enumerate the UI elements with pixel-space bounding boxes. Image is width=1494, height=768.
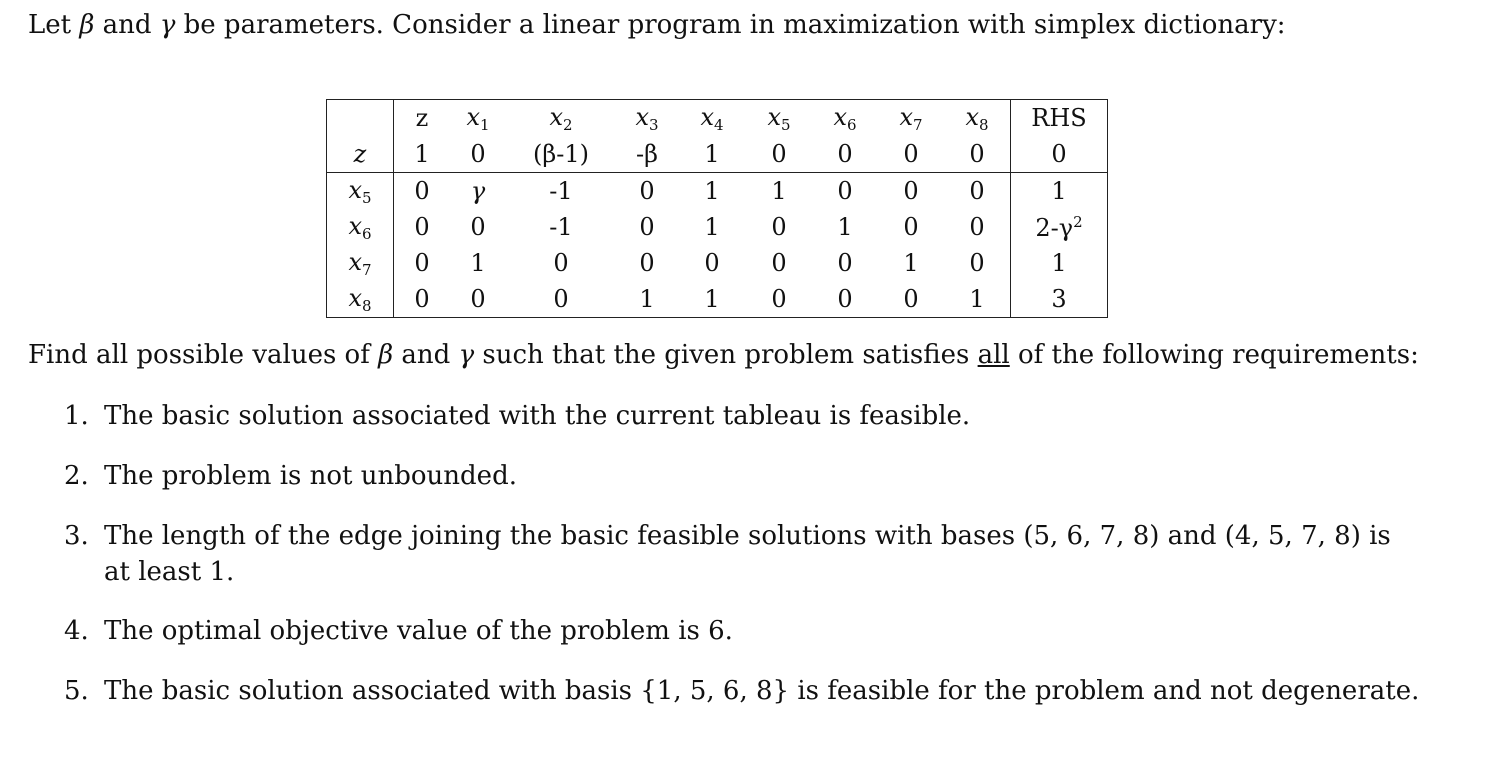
cell-x1: 0 — [450, 281, 506, 318]
tableau-row-x7 — [327, 245, 1108, 281]
header-corner — [327, 100, 394, 137]
cell-x7: 1 — [903, 249, 919, 277]
requirement-text: The problem is not unbounded. — [104, 461, 517, 491]
question-text: Find all possible values of β and γ such that the given problem satisfies all of the following requirements: — [28, 340, 1419, 370]
simplex-tableau — [326, 99, 1108, 318]
cell-x1: γ — [470, 177, 486, 205]
header-z: z — [394, 100, 451, 137]
cell-x8: 1 — [944, 281, 1011, 318]
cell-x1: 1 — [470, 249, 486, 277]
cell-x6: 0 — [812, 136, 878, 173]
cell-x8: 0 — [944, 136, 1011, 173]
cell-x7: 0 — [903, 213, 919, 241]
cell-rhs: 0 — [1011, 136, 1108, 173]
cell-rhs: 1 — [1011, 173, 1108, 210]
cell-x6: 1 — [837, 213, 853, 241]
requirement-5 — [64, 673, 1464, 709]
cell-x6: 0 — [812, 281, 878, 318]
underlined-all: all — [977, 340, 1010, 370]
cell-x7: 0 — [903, 177, 919, 205]
cell-x8: 0 — [944, 245, 1011, 281]
cell-x2: 0 — [506, 281, 616, 318]
requirement-1 — [64, 398, 1464, 434]
cell-x4: 1 — [678, 136, 746, 173]
tableau-row-z — [327, 136, 1108, 173]
row-label: $x_8$ — [327, 281, 394, 318]
cell-x2: -1 — [549, 177, 573, 205]
cell-rhs: 3 — [1011, 281, 1108, 318]
row-label: z — [327, 136, 394, 173]
cell-x3: 0 — [639, 177, 655, 205]
cell-x5: 0 — [771, 213, 787, 241]
cell-x3: -β — [616, 136, 678, 173]
header-x8: $x_8$ — [944, 100, 1011, 137]
requirement-number: 2. — [64, 461, 89, 491]
cell-rhs: 1 — [1011, 245, 1108, 281]
cell-z: 0 — [394, 281, 451, 318]
requirement-4 — [64, 613, 1464, 649]
cell-x5: 1 — [771, 177, 787, 205]
header-x4: $x_4$ — [678, 100, 746, 137]
cell-x4: 1 — [678, 281, 746, 318]
tableau-row-x5 — [327, 173, 1108, 210]
requirement-text: The basic solution associated with basis {1, 5, 6, 8} is feasible for the problem and not degenerate. — [104, 676, 1420, 706]
problem-intro: Let β and γ be parameters. Consider a linear program in maximization with simplex dictionary: — [28, 10, 1286, 40]
cell-x7: 0 — [878, 136, 944, 173]
cell-x5: 0 — [746, 281, 812, 318]
cell-x8: 0 — [944, 209, 1011, 245]
tableau-row-x6 — [327, 209, 1108, 245]
cell-x3: 0 — [639, 213, 655, 241]
requirement-number: 4. — [64, 616, 89, 646]
header-x7: $x_7$ — [878, 100, 944, 137]
requirement-number: 1. — [64, 401, 89, 431]
cell-x2: 0 — [553, 249, 569, 277]
header-x5: $x_5$ — [746, 100, 812, 137]
cell-x2: (β-1) — [506, 136, 616, 173]
cell-z: 0 — [414, 213, 430, 241]
requirement-text: The basic solution associated with the current tableau is feasible. — [104, 401, 971, 431]
header-x3: $x_3$ — [616, 100, 678, 137]
requirement-2 — [64, 458, 1464, 494]
cell-x4: 1 — [704, 213, 720, 241]
cell-x5: 0 — [771, 249, 787, 277]
tableau-header-row — [327, 100, 1108, 137]
requirement-text: The optimal objective value of the problem is 6. — [104, 616, 733, 646]
cell-x2: -1 — [549, 213, 573, 241]
requirement-text: The length of the edge joining the basic feasible solutions with bases (5, 6, 7, 8) and (4, 5, 7, 8) is at least 1. — [104, 521, 1391, 587]
cell-x4: 1 — [704, 177, 720, 205]
cell-x6: 0 — [837, 177, 853, 205]
tableau-row-x8 — [327, 281, 1108, 318]
row-label: $x_6$ — [327, 209, 394, 245]
gamma-symbol: γ — [159, 10, 176, 40]
cell-x1: 0 — [450, 136, 506, 173]
cell-x6: 0 — [837, 249, 853, 277]
header-rhs: RHS — [1011, 100, 1108, 137]
cell-x8: 0 — [944, 173, 1011, 210]
cell-z: 0 — [414, 177, 430, 205]
row-label: $x_7$ — [327, 245, 394, 281]
requirement-3 — [64, 518, 1409, 590]
header-x6: $x_6$ — [812, 100, 878, 137]
cell-x3: 1 — [616, 281, 678, 318]
cell-x1: 0 — [470, 213, 486, 241]
cell-z: 1 — [394, 136, 451, 173]
cell-z: 0 — [414, 249, 430, 277]
cell-rhs: $2-\gamma^2$ — [1011, 209, 1108, 245]
gamma-symbol: γ — [458, 340, 475, 370]
beta-symbol: β — [378, 340, 394, 370]
requirement-number: 5. — [64, 676, 89, 706]
cell-x5: 0 — [746, 136, 812, 173]
cell-x3: 0 — [639, 249, 655, 277]
header-x1: $x_1$ — [450, 100, 506, 137]
header-x2: $x_2$ — [506, 100, 616, 137]
beta-symbol: β — [79, 10, 95, 40]
row-label: $x_5$ — [327, 173, 394, 210]
requirement-number: 3. — [64, 521, 89, 551]
cell-x7: 0 — [878, 281, 944, 318]
cell-x4: 0 — [704, 249, 720, 277]
